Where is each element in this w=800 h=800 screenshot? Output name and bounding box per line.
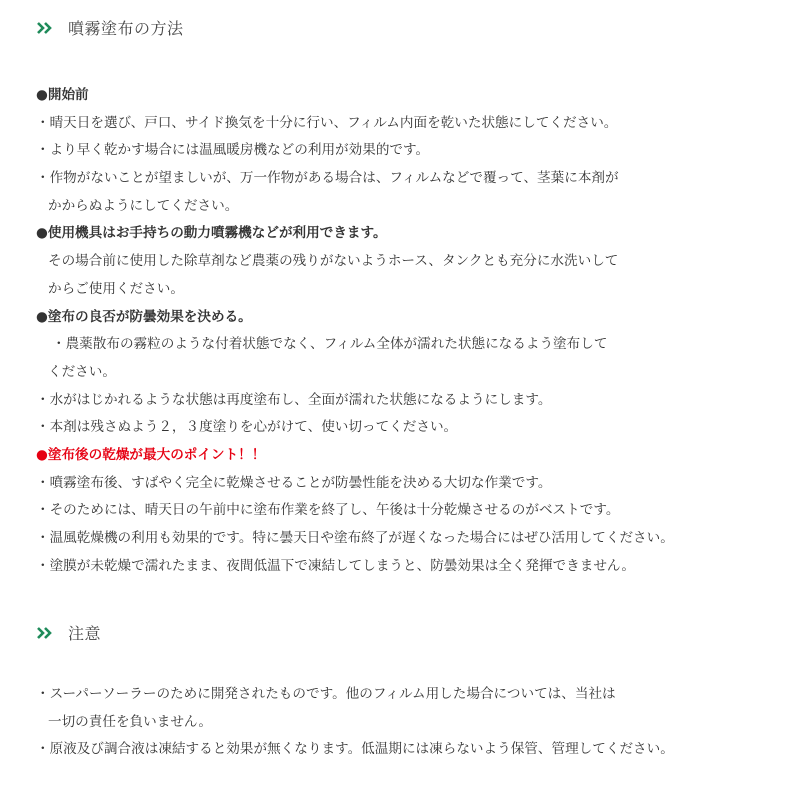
list-item: ・より早く乾かす場合には温風暖房機などの利用が効果的です。 [36, 142, 430, 159]
list-item: ・塗膜が未乾燥で濡れたまま、夜間低温下で凍結してしまうと、防曇効果は全く発揮できません。 [36, 557, 635, 574]
list-item-continuation: ください。 [48, 363, 116, 380]
list-item: ・そのためには、晴天日の午前中に塗布作業を終了し、午後は十分乾燥させるのがベストです。 [36, 502, 620, 519]
list-item: ・本剤は残さぬよう２，３度塗りを心がけて、使い切ってください。 [36, 419, 458, 436]
bullet-heading: ●開始前 [36, 87, 89, 103]
section-title: 注意 [68, 624, 102, 643]
list-item-continuation: かからぬようにしてください。 [48, 197, 239, 214]
list-item: ・噴霧塗布後、すばやく完全に乾燥させることが防曇性能を決める大切な作業です。 [36, 474, 552, 491]
section-heading-caution [36, 621, 101, 644]
list-item: ・スーパーソーラーのために開発されたものです。他のフィルム用した場合については、当社は [36, 686, 616, 702]
list-item: ・晴天日を選び、戸口、サイド換気を十分に行い、フィルム内面を乾いた状態にしてください。 [36, 114, 618, 131]
list-item: ・温風乾燥機の利用も効果的です。特に曇天日や塗布終了が遅くなった場合にはぜひ活用してください。 [36, 530, 674, 546]
list-item: ・水がはじかれるような状態は再度塗布し、全面が濡れた状態になるようにします。 [36, 391, 552, 408]
section-title: 噴霧塗布の方法 [68, 19, 184, 38]
list-item-continuation: 一切の責任を負いません。 [48, 713, 212, 730]
caution-body [36, 681, 776, 764]
bullet-heading: ●塗布の良否が防曇効果を決める。 [36, 308, 252, 325]
list-item: ・農薬散布の霧粒のような付着状態でなく、フィルム全体が濡れた状態になるよう塗布して [52, 336, 608, 353]
bullet-heading: ●使用機具はお手持ちの動力噴霧機などが利用できます。 [36, 225, 387, 242]
list-item-continuation: その場合前に使用した除草剤など農薬の残りがないようホース、タンクとも充分に水洗いして [48, 253, 619, 270]
double-chevron-right-icon [36, 626, 54, 640]
highlight-heading: ●塗布後の乾燥が最大のポイント！！ [36, 446, 266, 463]
list-item: ・原液及び調合液は凍結すると効果が無くなります。低温期には凍らないよう保管、管理してください。 [36, 741, 674, 758]
list-item-continuation: からご使用ください。 [48, 280, 184, 297]
section-heading-method [36, 16, 184, 39]
list-item: ・作物がないことが望ましいが、万一作物がある場合は、フィルムなどで覆って、茎葉に本剤が [36, 170, 619, 187]
double-chevron-right-icon [36, 21, 54, 35]
method-body [36, 82, 776, 580]
